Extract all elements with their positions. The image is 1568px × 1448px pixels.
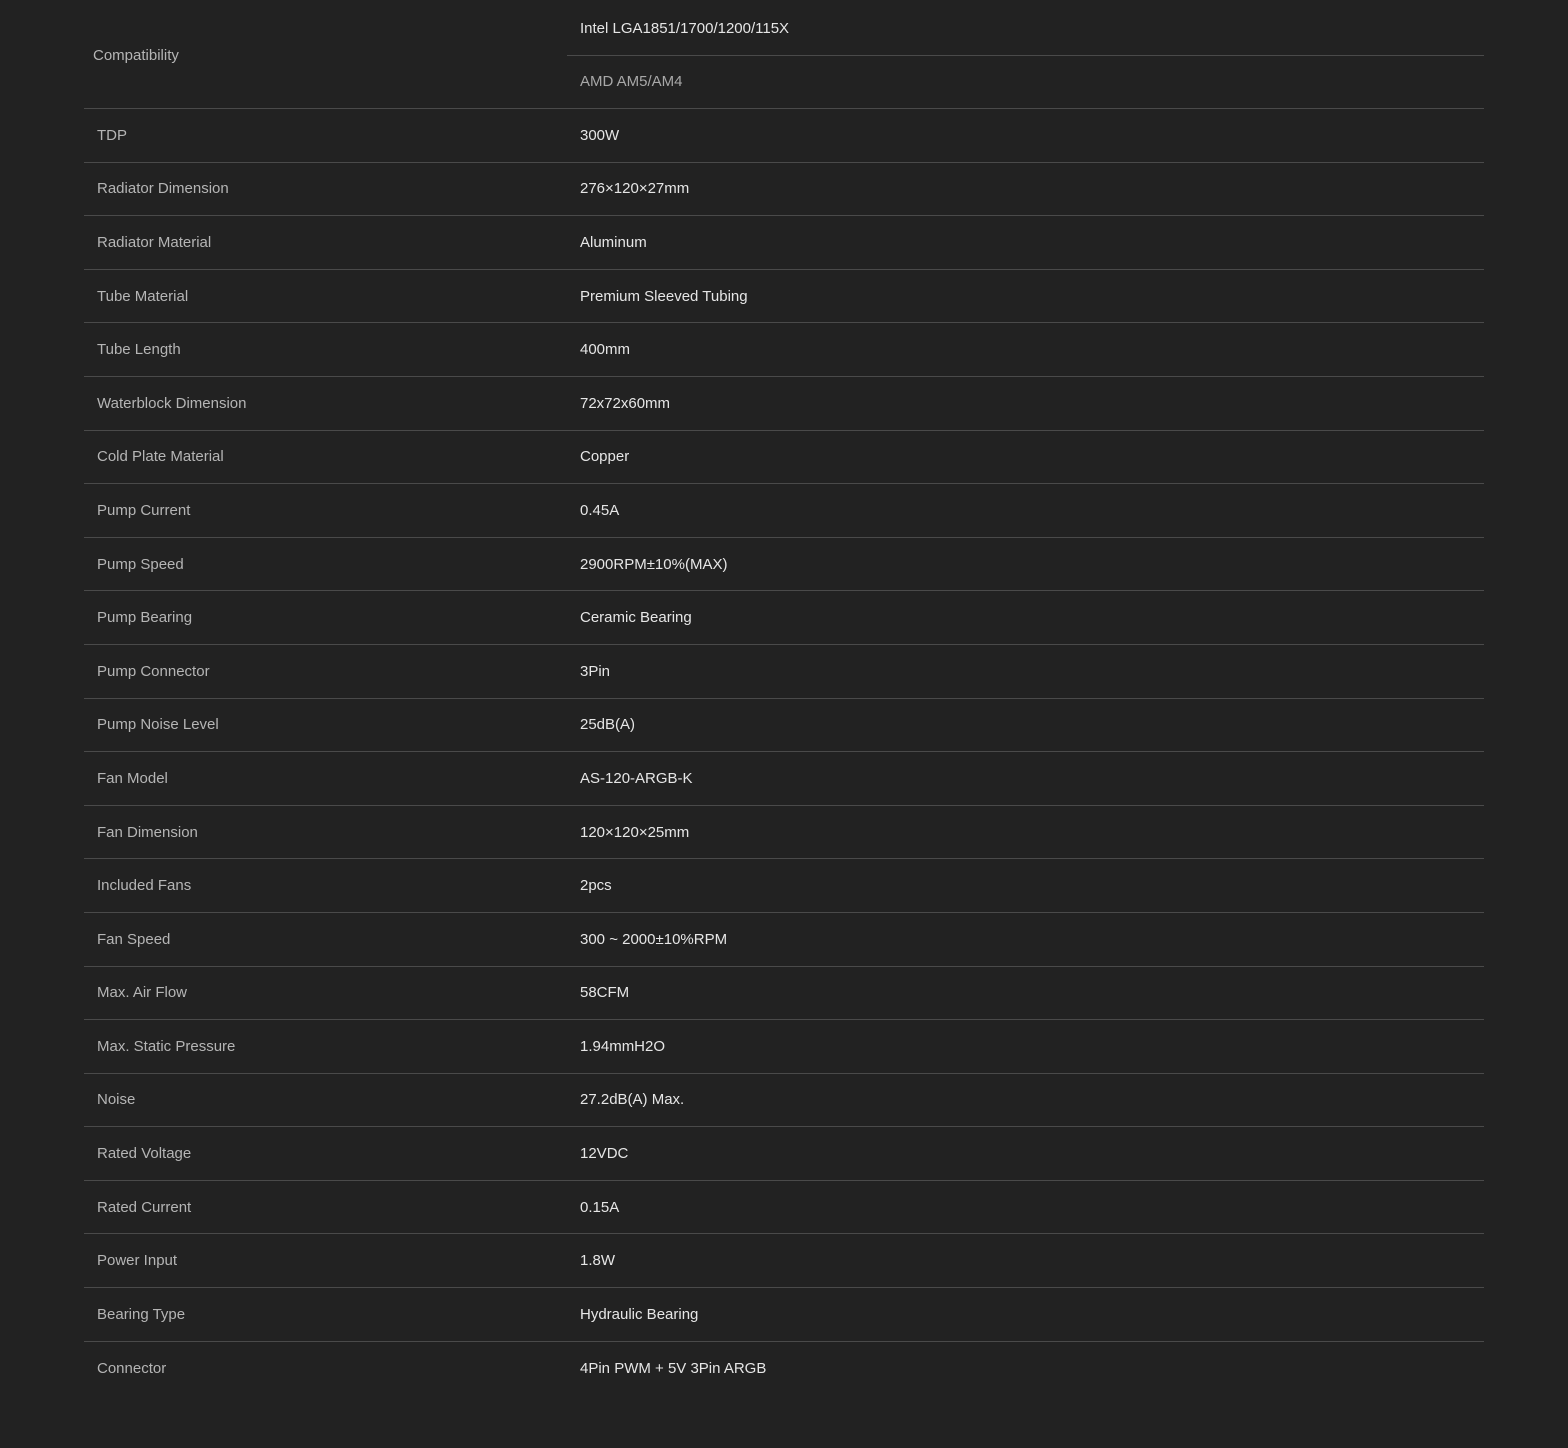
spec-label: Pump Connector: [97, 662, 210, 680]
spec-label: Noise: [97, 1091, 136, 1109]
spec-value: 3Pin: [580, 662, 611, 680]
spec-value: 12VDC: [580, 1145, 629, 1163]
spec-value: Hydraulic Bearing: [580, 1305, 699, 1323]
spec-label: Compatibility: [93, 46, 179, 64]
spec-label: Waterblock Dimension: [97, 394, 247, 412]
spec-label: Tube Length: [97, 341, 181, 359]
spec-row: [84, 538, 1484, 592]
spec-label: Pump Speed: [97, 555, 184, 573]
spec-row: [84, 1020, 1484, 1074]
spec-row: [84, 431, 1484, 485]
spec-value: 58CFM: [580, 984, 630, 1002]
spec-value: 27.2dB(A) Max.: [580, 1091, 685, 1109]
spec-value: Copper: [580, 448, 630, 466]
spec-row: [84, 484, 1484, 538]
spec-row: [84, 913, 1484, 967]
spec-value: 276×120×27mm: [580, 180, 690, 198]
spec-label: Power Input: [97, 1252, 178, 1270]
spec-label: Pump Noise Level: [97, 716, 219, 734]
spec-row: [84, 699, 1484, 753]
spec-row: [84, 1127, 1484, 1181]
spec-label: Included Fans: [97, 877, 192, 895]
spec-row: [84, 270, 1484, 324]
spec-label: Pump Bearing: [97, 609, 193, 627]
spec-row: [84, 109, 1484, 163]
spec-value: 120×120×25mm: [580, 823, 690, 841]
spec-row: [84, 967, 1484, 1021]
spec-label: Radiator Material: [97, 233, 212, 251]
spec-row: [84, 859, 1484, 913]
spec-label: Cold Plate Material: [97, 448, 224, 466]
spec-row: [84, 216, 1484, 270]
spec-value: 0.45A: [580, 501, 620, 519]
spec-label: Radiator Dimension: [97, 180, 229, 198]
spec-row: [84, 1288, 1484, 1342]
spec-label: Fan Dimension: [97, 823, 198, 841]
spec-row: [84, 1234, 1484, 1288]
spec-label: Tube Material: [97, 287, 189, 305]
spec-row: [84, 163, 1484, 217]
spec-value-amd: AMD AM5/AM4: [580, 73, 683, 91]
spec-label: Rated Voltage: [97, 1145, 192, 1163]
spec-label: Fan Model: [97, 769, 168, 787]
spec-value: Ceramic Bearing: [580, 609, 692, 627]
spec-label: TDP: [97, 126, 127, 144]
spec-value: 300W: [580, 126, 620, 144]
spec-value: 4Pin PWM + 5V 3Pin ARGB: [580, 1359, 767, 1377]
spec-row: [84, 591, 1484, 645]
spec-row: [84, 752, 1484, 806]
compatibility-values: [567, 2, 1484, 108]
spec-value: 1.8W: [580, 1252, 616, 1270]
spec-label: Rated Current: [97, 1198, 192, 1216]
spec-value: 2900RPM±10%(MAX): [580, 555, 728, 573]
spec-row: [84, 1342, 1484, 1396]
spec-value: 2pcs: [580, 877, 612, 895]
spec-value: 300 ~ 2000±10%RPM: [580, 930, 728, 948]
spec-label: Pump Current: [97, 501, 191, 519]
spec-row: [84, 645, 1484, 699]
spec-row-compatibility: [84, 2, 1484, 109]
spec-row: [84, 377, 1484, 431]
spec-row: [84, 1181, 1484, 1235]
spec-label: Connector: [97, 1359, 167, 1377]
spec-label: Max. Static Pressure: [97, 1037, 236, 1055]
spec-value: Premium Sleeved Tubing: [580, 287, 748, 305]
spec-value: Aluminum: [580, 233, 647, 251]
spec-value: 72x72x60mm: [580, 394, 671, 412]
spec-value: 1.94mmH2O: [580, 1037, 666, 1055]
spec-value: 25dB(A): [580, 716, 636, 734]
spec-label: Max. Air Flow: [97, 984, 188, 1002]
spec-row: [84, 1074, 1484, 1128]
spec-value-intel: Intel LGA1851/1700/1200/115X: [567, 2, 1484, 56]
spec-label: Fan Speed: [97, 930, 171, 948]
spec-value: 0.15A: [580, 1198, 620, 1216]
spec-value: AS-120-ARGB-K: [580, 769, 693, 787]
spec-label: Bearing Type: [97, 1305, 186, 1323]
spec-table: [84, 2, 1484, 1395]
spec-row: [84, 806, 1484, 860]
spec-value: 400mm: [580, 341, 631, 359]
spec-row: [84, 323, 1484, 377]
